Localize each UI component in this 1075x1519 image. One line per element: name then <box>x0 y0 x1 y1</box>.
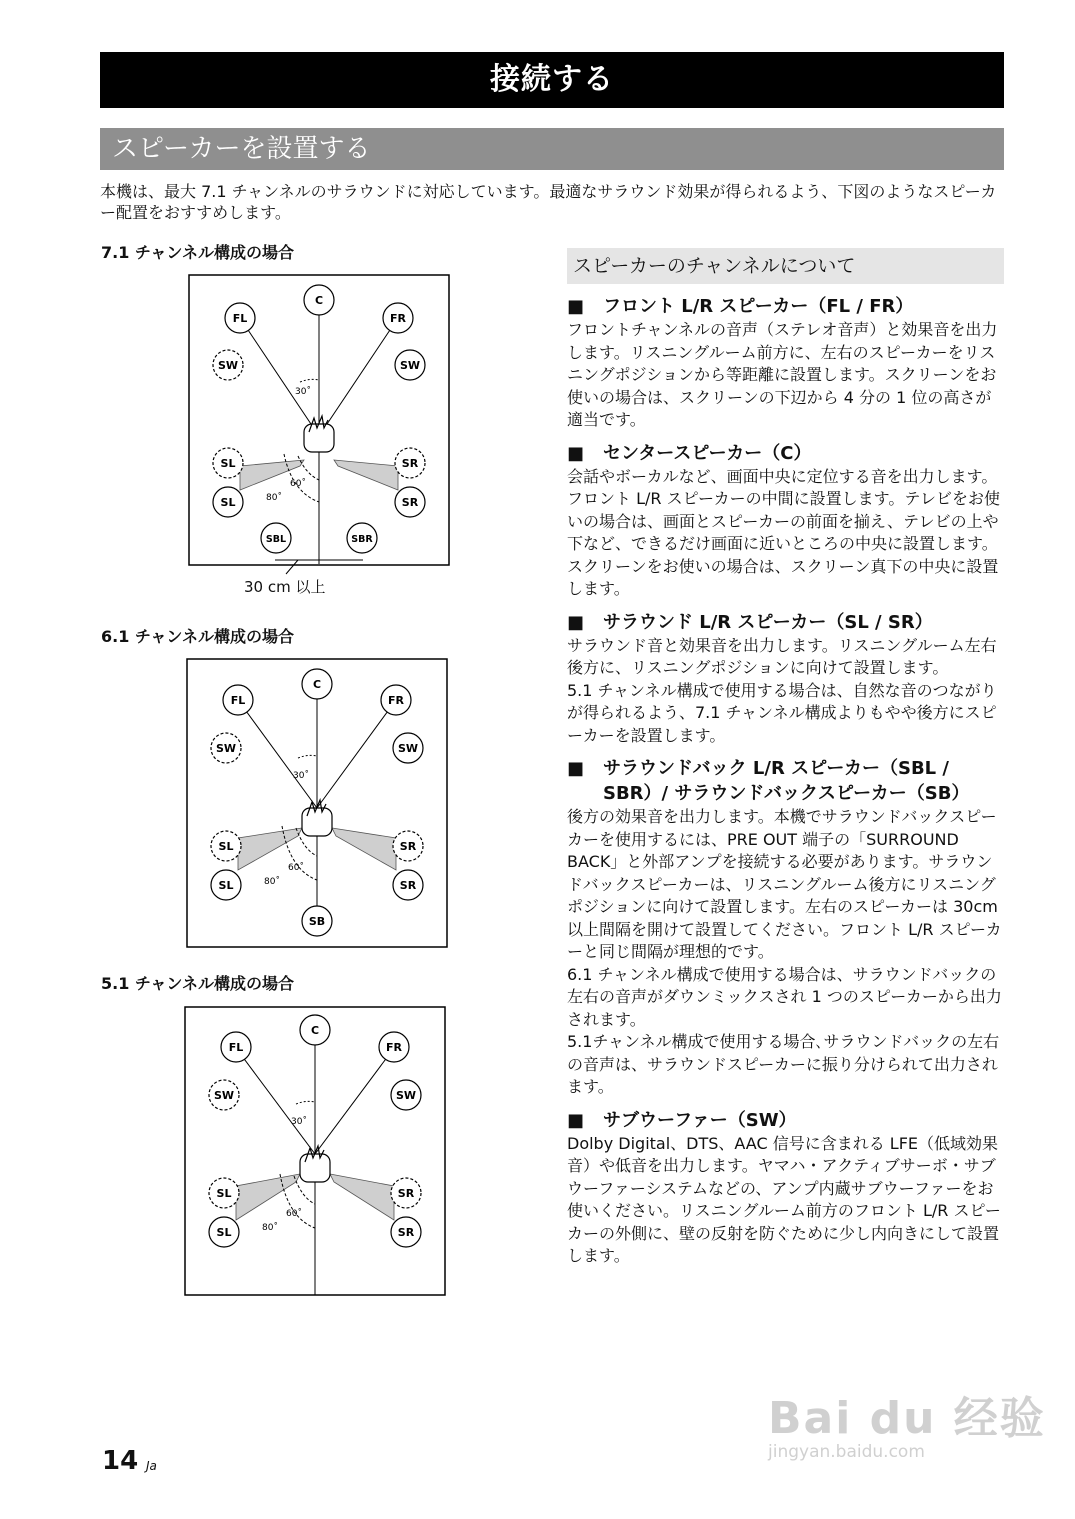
label-SR: SR <box>399 879 417 892</box>
label-FL: FL <box>232 312 248 325</box>
label-C: C <box>314 294 324 307</box>
label-C: C <box>310 1024 320 1037</box>
channel-subwoofer <box>567 1108 1004 1268</box>
angle-80: 80˚ <box>264 877 280 887</box>
label-SR-front: SR <box>399 840 417 853</box>
label-SW-right: SW <box>395 1089 417 1102</box>
label-SL: SL <box>216 1226 232 1239</box>
angle-60: 60˚ <box>286 1209 302 1219</box>
diagram-7-1 <box>188 274 450 594</box>
angle-60: 60˚ <box>288 863 304 873</box>
intro-text: 本機は、最大 7.1 チャンネルのサラウンドに対応しています。最適なサラウンド効果が得られるよう、下図のようなスピーカー配置をおすすめします。 <box>100 182 997 222</box>
channel-surround-back <box>567 756 1004 1099</box>
label-SW-left: SW <box>215 742 237 755</box>
square-bullet-icon: ■ <box>567 296 585 317</box>
channel-title: フロント L/R スピーカー（FL / FR） <box>603 296 914 317</box>
angle-80: 80˚ <box>266 493 282 503</box>
angle-30: 30˚ <box>291 1117 307 1127</box>
watermark-url: jingyan.baidu.com <box>768 1442 925 1462</box>
angle-80: 80˚ <box>262 1223 278 1233</box>
channel-body: サラウンド音と効果音を出力します。リスニングルーム左右後方に、リスニングポジションに向けて設置します。 5.1 チャンネル構成で使用する場合は、自然な音のつながりが得られるよう、7.1 チャンネル構成よりもやや後方にスピーカーを設置します。 <box>567 635 997 745</box>
label-FR: FR <box>390 312 406 325</box>
label-FL: FL <box>228 1041 244 1054</box>
page-title: 接続する <box>100 52 1004 108</box>
label-SR-front: SR <box>401 457 419 470</box>
channel-title: サラウンド L/R スピーカー（SL / SR） <box>603 611 933 633</box>
label-SBR: SBR <box>351 534 373 545</box>
label-SBL: SBL <box>265 534 287 545</box>
label-FL: FL <box>230 694 246 707</box>
label-SW-right: SW <box>397 742 419 755</box>
label-C: C <box>312 678 322 691</box>
label-SL-front: SL <box>220 457 236 470</box>
spacing-note: 30 cm 以上 <box>244 578 326 596</box>
diagram-caption-7-1: 7.1 チャンネル構成の場合 <box>101 243 294 262</box>
diagram-6-1 <box>186 658 448 950</box>
label-FR: FR <box>388 694 404 707</box>
label-FR: FR <box>386 1041 402 1054</box>
section-title: スピーカーを設置する <box>100 128 1004 170</box>
channel-front <box>567 294 1004 432</box>
diagram-caption-5-1: 5.1 チャンネル構成の場合 <box>101 974 294 993</box>
angle-30: 30˚ <box>293 771 309 781</box>
diagram-caption-6-1: 6.1 チャンネル構成の場合 <box>101 627 294 646</box>
label-SL: SL <box>220 496 236 509</box>
page-language: Ja <box>146 1459 157 1473</box>
channel-body: 後方の効果音を出力します。本機でサラウンドバックスピーカーを使用するには、PRE OUT 端子の「SURROUND BACK」と外部アンプを接続する必要があります。サラウンドバックスピーカーは、リスニングルーム後方にリスニングポジションに向けて設置します。左右のスピーカーは 30cm 以上間隔を開けて設置してください。フロント L/R スピーカーと同じ間隔が理想的です。 6.1 チャンネル構成で使用する場合は、サラウンドバックの左右の音声がダウンミックスされ 1 つのスピーカーから出力されます。 5.1チャンネル構成で使用する場合､サラウンドバックの左右の音声は、サラウンドスピーカーに振り分けられて出力されます。 <box>567 807 1002 1096</box>
channel-title: サブウーファー（SW） <box>603 1109 797 1131</box>
channel-body: 会話やボーカルなど、画面中央に定位する音を出力します。フロント L/R スピーカーの中間に設置します。テレビをお使いの場合は、画面とスピーカーの前面を揃え、テレビの上や下など、できるだけ画面に近いところの中央に設置します。スクリーンをお使いの場合は、スクリーン真下の中央に設置します。 <box>567 466 1001 598</box>
channel-body: フロントチャンネルの音声（ステレオ音声）と効果音を出力します。リスニングルーム前方に、左右のスピーカーをリスニングポジションから等距離に設置します。スクリーンをお使いの場合は、スクリーンの下辺から 4 分の 1 位の高さが適当です。 <box>567 320 998 429</box>
channel-descriptions <box>567 248 1004 1277</box>
channel-section-heading: スピーカーのチャンネルについて <box>567 248 1004 284</box>
label-SB: SB <box>308 915 326 928</box>
watermark <box>768 1382 1046 1462</box>
label-SL-front: SL <box>216 1187 232 1200</box>
channel-surround <box>567 610 1004 748</box>
label-SL: SL <box>218 879 234 892</box>
label-SW-right: SW <box>399 359 421 372</box>
channel-title: センタースピーカー（C） <box>603 442 812 464</box>
watermark-logo: Bai du 经验 <box>768 1393 1046 1444</box>
square-bullet-icon: ■ <box>567 611 585 633</box>
angle-30: 30˚ <box>295 387 311 397</box>
channel-body: Dolby Digital、DTS、AAC 信号に含まれる LFE（低域効果音）や低音を出力します。ヤマハ・アクティブサーボ・サブウーファーシステムなどの、アンプ内蔵サブウーファーをお使いください。リスニングルーム前方のフロント L/R スピーカーの外側に、壁の反射を防ぐために少し内向きにして設置します。 <box>567 1133 1001 1265</box>
square-bullet-icon: ■ <box>567 758 585 779</box>
label-SR-front: SR <box>397 1187 415 1200</box>
label-SR: SR <box>397 1226 415 1239</box>
channel-title: サラウンドバック L/R スピーカー（SBL / SBR）/ サラウンドバックスピーカー（SB） <box>603 758 970 804</box>
angle-60: 60˚ <box>290 479 306 489</box>
page-number: 14 <box>102 1446 139 1476</box>
diagram-5-1 <box>184 1006 446 1298</box>
label-SW-left: SW <box>213 1089 235 1102</box>
label-SR: SR <box>401 496 419 509</box>
square-bullet-icon: ■ <box>567 1109 585 1131</box>
label-SW-left: SW <box>217 359 239 372</box>
channel-center <box>567 441 1004 601</box>
square-bullet-icon: ■ <box>567 442 585 464</box>
label-SL-front: SL <box>218 840 234 853</box>
